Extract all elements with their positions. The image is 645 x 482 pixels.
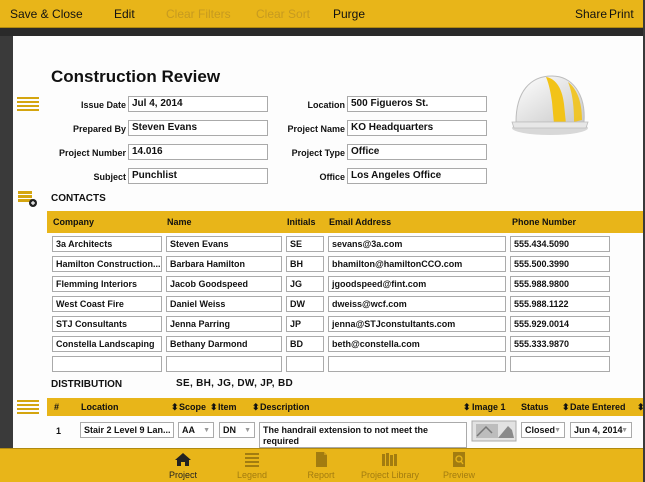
dropdown-arrow-icon: ▼ xyxy=(554,427,561,434)
dropdown-arrow-icon: ▼ xyxy=(621,427,628,434)
col-status[interactable]: Status xyxy=(521,402,549,412)
contact-phone[interactable]: 555.988.9800 xyxy=(510,276,610,292)
project-name-label: Project Name xyxy=(287,124,345,134)
new-contact-name[interactable] xyxy=(166,356,282,372)
item-status-value: Closed xyxy=(525,425,556,435)
dropdown-arrow-icon: ▼ xyxy=(203,427,210,434)
col-phone[interactable]: Phone Number xyxy=(512,217,577,227)
contacts-header xyxy=(47,211,643,233)
project-number-field[interactable]: 14.016 xyxy=(128,144,268,160)
clear-filters-button[interactable]: Clear Filters xyxy=(166,7,231,21)
new-contact-phone[interactable] xyxy=(510,356,610,372)
item-item[interactable] xyxy=(219,422,255,438)
item-description-line: The handrail extension to not meet the required xyxy=(263,425,429,446)
subject-field[interactable]: Punchlist xyxy=(128,168,268,184)
contact-email[interactable]: beth@constella.com xyxy=(328,336,506,352)
sort-icon: ⬍ xyxy=(463,402,471,412)
contact-email[interactable]: jenna@STJconstultants.com xyxy=(328,316,506,332)
item-scope-value: AA xyxy=(182,425,195,435)
item-scope[interactable] xyxy=(178,422,214,438)
subject-label: Subject xyxy=(93,172,126,182)
project-type-field[interactable]: Office xyxy=(347,144,487,160)
new-contact-company[interactable] xyxy=(52,356,162,372)
home-icon xyxy=(174,452,192,467)
tab-preview-label: Preview xyxy=(442,470,475,480)
contact-initials[interactable]: BD xyxy=(286,336,324,352)
contact-email[interactable]: sevans@3a.com xyxy=(328,236,506,252)
col-name[interactable]: Name xyxy=(167,217,192,227)
contact-company[interactable]: Hamilton Construction... xyxy=(52,256,162,272)
contacts-title: CONTACTS xyxy=(51,193,106,204)
tab-project-library-label: Project Library xyxy=(360,470,420,480)
issue-date-label: Issue Date xyxy=(80,100,126,110)
tab-legend-label: Legend xyxy=(236,470,268,480)
contact-company[interactable]: West Coast Fire xyxy=(52,296,162,312)
item-location[interactable]: Stair 2 Level 9 Lan... xyxy=(80,422,174,438)
clear-sort-button[interactable]: Clear Sort xyxy=(256,7,311,21)
dropdown-arrow-icon: ▼ xyxy=(244,427,251,434)
tab-project-library[interactable] xyxy=(360,452,420,480)
contact-name[interactable]: Bethany Darmond xyxy=(166,336,282,352)
bottom-tab-bar xyxy=(0,448,643,482)
legend-icon xyxy=(243,452,261,467)
col-initials[interactable]: Initials xyxy=(287,217,316,227)
office-label: Office xyxy=(319,172,345,182)
col-date-entered[interactable]: Date Entered xyxy=(570,402,626,412)
col-company[interactable]: Company xyxy=(53,217,95,227)
project-name-field[interactable]: KO Headquarters xyxy=(347,120,487,136)
contact-name[interactable]: Daniel Weiss xyxy=(166,296,282,312)
items-header xyxy=(47,398,643,416)
tab-project[interactable] xyxy=(153,452,213,480)
prepared-by-label: Prepared By xyxy=(72,124,126,134)
contact-phone[interactable]: 555.333.9870 xyxy=(510,336,610,352)
edit-button[interactable]: Edit xyxy=(114,7,135,21)
sort-icon: ⬍ xyxy=(171,402,179,412)
item-description[interactable] xyxy=(259,422,467,448)
print-button[interactable]: Print xyxy=(609,7,634,21)
item-item-value: DN xyxy=(223,425,236,435)
top-toolbar xyxy=(0,0,643,28)
sort-icon: ⬍ xyxy=(562,402,570,412)
tab-legend[interactable] xyxy=(222,452,282,480)
item-date-entered[interactable] xyxy=(570,422,632,438)
contact-email[interactable]: jgoodspeed@fint.com xyxy=(328,276,506,292)
sort-icon: ⬍ xyxy=(637,402,645,412)
purge-button[interactable]: Purge xyxy=(333,7,366,21)
col-scope[interactable]: Scope xyxy=(179,402,207,412)
contact-company[interactable]: Flemming Interiors xyxy=(52,276,162,292)
contact-initials[interactable]: SE xyxy=(286,236,324,252)
contact-company[interactable]: 3a Architects xyxy=(52,236,162,252)
contact-phone[interactable]: 555.988.1122 xyxy=(510,296,610,312)
sort-icon: ⬍ xyxy=(210,402,218,412)
col-item[interactable]: Item xyxy=(218,402,237,412)
contact-email[interactable]: dweiss@wcf.com xyxy=(328,296,506,312)
preview-icon xyxy=(450,452,468,467)
new-contact-initials[interactable] xyxy=(286,356,324,372)
sort-icon: ⬍ xyxy=(252,402,260,412)
contact-initials[interactable]: JG xyxy=(286,276,324,292)
tab-preview[interactable] xyxy=(429,452,489,480)
contact-initials[interactable]: DW xyxy=(286,296,324,312)
contact-name[interactable]: Barbara Hamilton xyxy=(166,256,282,272)
tab-report[interactable] xyxy=(291,452,351,480)
issue-date-field[interactable]: Jul 4, 2014 xyxy=(128,96,268,112)
library-icon xyxy=(381,452,399,467)
project-number-label: Project Number xyxy=(58,148,126,158)
tab-project-label: Project xyxy=(168,470,197,480)
new-contact-email[interactable] xyxy=(328,356,506,372)
contact-name[interactable]: Steven Evans xyxy=(166,236,282,252)
col-location[interactable]: Location xyxy=(81,402,119,412)
contact-company[interactable]: STJ Consultants xyxy=(52,316,162,332)
contact-initials[interactable]: JP xyxy=(286,316,324,332)
location-field[interactable]: 500 Figueros St. xyxy=(347,96,487,112)
item-image-thumbnail[interactable] xyxy=(472,421,516,441)
save-close-button[interactable]: Save & Close xyxy=(10,7,83,21)
office-field[interactable]: Los Angeles Office xyxy=(347,168,487,184)
col-image[interactable]: Image 1 xyxy=(472,402,506,412)
contacts-add-icon[interactable] xyxy=(17,190,39,208)
tab-report-label: Report xyxy=(307,470,335,480)
item-number: 1 xyxy=(56,426,62,436)
contact-name[interactable]: Jacob Goodspeed xyxy=(166,276,282,292)
share-button[interactable]: Share xyxy=(575,7,608,21)
item-date-value: Jun 4, 2014 xyxy=(574,425,623,435)
contact-phone[interactable]: 555.500.3990 xyxy=(510,256,610,272)
hard-hat-icon xyxy=(508,70,590,138)
prepared-by-field[interactable]: Steven Evans xyxy=(128,120,268,136)
contact-phone[interactable]: 555.434.5090 xyxy=(510,236,610,252)
col-email[interactable]: Email Address xyxy=(329,217,392,227)
contact-phone[interactable]: 555.929.0014 xyxy=(510,316,610,332)
distribution-list[interactable]: SE, BH, JG, DW, JP, BD xyxy=(176,378,294,389)
items-list-icon[interactable] xyxy=(17,400,39,414)
col-description[interactable]: Description xyxy=(260,402,310,412)
item-status[interactable] xyxy=(521,422,565,438)
contact-name[interactable]: Jenna Parring xyxy=(166,316,282,332)
page-title: Construction Review xyxy=(51,67,221,86)
location-label: Location xyxy=(307,100,345,110)
distribution-title: DISTRIBUTION xyxy=(51,379,123,390)
report-icon xyxy=(312,452,330,467)
project-type-label: Project Type xyxy=(291,148,345,158)
col-item-number[interactable]: # xyxy=(54,402,60,412)
toolbar-divider xyxy=(0,28,643,36)
contact-company[interactable]: Constella Landscaping xyxy=(52,336,162,352)
contact-email[interactable]: bhamilton@hamiltonCCO.com xyxy=(328,256,506,272)
list-icon[interactable] xyxy=(17,97,39,111)
contact-initials[interactable]: BH xyxy=(286,256,324,272)
